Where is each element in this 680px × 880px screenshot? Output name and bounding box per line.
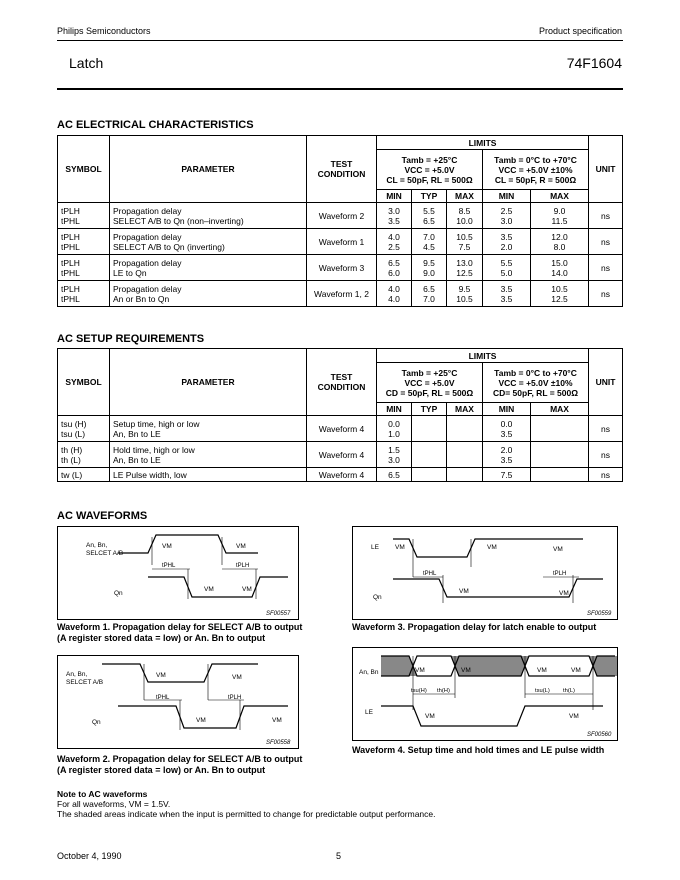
wf1-vm-1: VM bbox=[162, 543, 172, 550]
footer-page-number: 5 bbox=[336, 851, 342, 861]
waveform-1-caption: Waveform 1. Propagation delay for SELECT A/B to output (A register stored data = low) or An. Bn to output bbox=[57, 622, 303, 643]
cond-25c: Tamb = +25°C VCC = +5.0V CL = 50pF, RL = 500Ω bbox=[377, 150, 483, 190]
document-type: Product specification bbox=[538, 26, 622, 36]
note-line-2: The shaded areas indicate when the input is permitted to change for predictable output performance. bbox=[57, 809, 436, 819]
table-row: tw (L) LE Pulse width, low Waveform 4 6.5 7.5 ns bbox=[58, 468, 623, 482]
wf2-label-anbn: An, Bn, bbox=[66, 671, 88, 678]
wf4-tsuh: tsu(H) bbox=[411, 688, 427, 694]
wf4-shade-1 bbox=[381, 656, 417, 676]
table-row: tPLH tPHL Propagation delay SELECT A/B to Qn (inverting) Waveform 1 4.0 2.5 7.0 4.5 10.5 7.5 3.5 2.0 12.0 8.0 ns bbox=[58, 229, 623, 255]
waveform-4-caption: Waveform 4. Setup time and hold times and LE pulse width bbox=[352, 745, 605, 755]
col-limits: LIMITS bbox=[377, 136, 589, 150]
header-rule-bottom bbox=[57, 88, 623, 90]
page-title: Latch bbox=[69, 55, 104, 71]
wf1-vm-4: VM bbox=[242, 586, 252, 593]
ac-waveforms-title: AC WAVEFORMS bbox=[57, 510, 148, 522]
wf2-tplh: tPLH bbox=[228, 695, 242, 701]
table-row: tsu (H) tsu (L) Setup time, high or low An, Bn to LE Waveform 4 0.0 1.0 0.0 3.5 ns bbox=[58, 416, 623, 442]
wf3-vm-3: VM bbox=[553, 546, 563, 553]
col-test-condition: TEST CONDITION bbox=[307, 136, 377, 203]
wf1-code: SF00557 bbox=[266, 611, 291, 617]
header-rule-top bbox=[57, 40, 623, 41]
wf4-vm-6: VM bbox=[569, 713, 579, 720]
ac-setup-table: SYMBOL PARAMETER TEST CONDITION LIMITS UNIT Tamb = +25°C VCC = +5.0V CD = 50pF, RL = 500Ω Tamb = 0°C to +70°C VCC = +5.0V ±10% CD= 50pF, RL = 500Ω MIN TYP MAX MIN MAX tsu (H) tsu (L) Setup time, high or low An, Bn to LE Waveform 4 0.0 1.0 0.0 3.5 ns th (H) th (L) Hold time, high or low An, Bn to LE Waveform 4 1.5 3.0 2.0 3.5 ns tw (L) LE Pulse width, low Waveform 4 6.5 7.5 ns bbox=[57, 348, 623, 482]
col-min-2: MIN bbox=[483, 190, 531, 203]
col-min: MIN bbox=[377, 190, 412, 203]
wf2-vm-1: VM bbox=[156, 672, 166, 679]
ac-elec-title: AC ELECTRICAL CHARACTERISTICS bbox=[57, 119, 254, 131]
wf4-vm-5: VM bbox=[425, 713, 435, 720]
wf4-thh: th(H) bbox=[437, 688, 450, 694]
wf1-tplh: tPLH bbox=[236, 563, 250, 569]
wf3-code: SF00559 bbox=[587, 611, 612, 617]
wf1-label-anbn: An, Bn, bbox=[86, 542, 108, 549]
wf2-vm-2: VM bbox=[232, 674, 242, 681]
wf3-vm-4: VM bbox=[459, 588, 469, 595]
wf4-vm-2: VM bbox=[461, 667, 471, 674]
wf3-label-qn: Qn bbox=[373, 594, 382, 601]
wf1-label-select: SELCET A/B bbox=[86, 550, 124, 557]
table-row: tPLH tPHL Propagation delay An or Bn to Qn Waveform 1, 2 4.0 4.0 6.5 7.0 9.5 10.5 3.5 3.5 10.5 12.5 ns bbox=[58, 281, 623, 307]
wf2-vm-4: VM bbox=[272, 717, 282, 724]
waveform-2-caption: Waveform 2. Propagation delay for SELECT A/B to output (A register stored data = low) or An. Bn to output bbox=[57, 754, 303, 775]
wf3-tplh: tPLH bbox=[553, 571, 567, 577]
wf1-label-qn: Qn bbox=[114, 590, 123, 597]
wf4-vm-1: VM bbox=[415, 667, 425, 674]
wf4-vm-4: VM bbox=[571, 667, 581, 674]
wf3-vm-1: VM bbox=[395, 544, 405, 551]
wf4-thl: th(L) bbox=[563, 688, 575, 694]
wf1-tphl: tPHL bbox=[162, 563, 176, 569]
col-parameter: PARAMETER bbox=[110, 136, 307, 203]
table-row: tPLH tPHL Propagation delay LE to Qn Waveform 3 6.5 6.0 9.5 9.0 13.0 12.5 5.5 5.0 15.0 14.0 ns bbox=[58, 255, 623, 281]
table-row: th (H) th (L) Hold time, high or low An, Bn to LE Waveform 4 1.5 3.0 2.0 3.5 ns bbox=[58, 442, 623, 468]
col-symbol: SYMBOL bbox=[58, 136, 110, 203]
wf4-vm-3: VM bbox=[537, 667, 547, 674]
wf4-label-anbn: An, Bn bbox=[359, 669, 379, 676]
cond-0-70c: Tamb = 0°C to +70°C VCC = +5.0V ±10% CL = 50pF, R = 500Ω bbox=[483, 150, 589, 190]
waveform-3-diagram bbox=[352, 526, 618, 620]
wf3-tphl: tPHL bbox=[423, 571, 437, 577]
part-number: 74F1604 bbox=[566, 55, 622, 71]
waveform-4-diagram bbox=[352, 647, 618, 741]
waveform-2-diagram bbox=[57, 655, 299, 749]
wf2-code: SF00558 bbox=[266, 740, 291, 746]
wf3-vm-5: VM bbox=[559, 590, 569, 597]
wf2-label-qn: Qn bbox=[92, 719, 101, 726]
footer-date: October 4, 1990 bbox=[57, 851, 122, 861]
wf3-label-le: LE bbox=[371, 544, 379, 551]
col-unit: UNIT bbox=[589, 136, 623, 203]
ac-setup-title: AC SETUP REQUIREMENTS bbox=[57, 333, 205, 345]
col-max: MAX bbox=[447, 190, 483, 203]
ac-elec-table bbox=[57, 135, 623, 307]
wf1-vm-3: VM bbox=[204, 586, 214, 593]
wf4-tsul: tsu(L) bbox=[535, 688, 550, 694]
col-max-2: MAX bbox=[531, 190, 589, 203]
waveform-1-diagram bbox=[57, 526, 299, 620]
table-row: tPLH tPHL Propagation delay SELECT A/B to Qn (non–inverting) Waveform 2 3.0 3.5 5.5 6.5 8.5 10.0 2.5 3.0 9.0 11.5 ns bbox=[58, 203, 623, 229]
wf2-label-select: SELCET A/B bbox=[66, 679, 104, 686]
wf3-vm-2: VM bbox=[487, 544, 497, 551]
note-title: Note to AC waveforms bbox=[57, 789, 148, 799]
note-block bbox=[57, 789, 617, 819]
waveform-3-caption: Waveform 3. Propagation delay for latch enable to output bbox=[352, 622, 597, 632]
note-line-1: For all waveforms, VM = 1.5V. bbox=[57, 799, 171, 809]
wf2-tphl: tPHL bbox=[156, 695, 170, 701]
wf2-vm-3: VM bbox=[196, 717, 206, 724]
col-typ: TYP bbox=[412, 190, 447, 203]
wf1-vm-2: VM bbox=[236, 543, 246, 550]
wf4-label-le: LE bbox=[365, 709, 373, 716]
company-name: Philips Semiconductors bbox=[57, 26, 151, 36]
wf4-code: SF00560 bbox=[587, 732, 612, 738]
